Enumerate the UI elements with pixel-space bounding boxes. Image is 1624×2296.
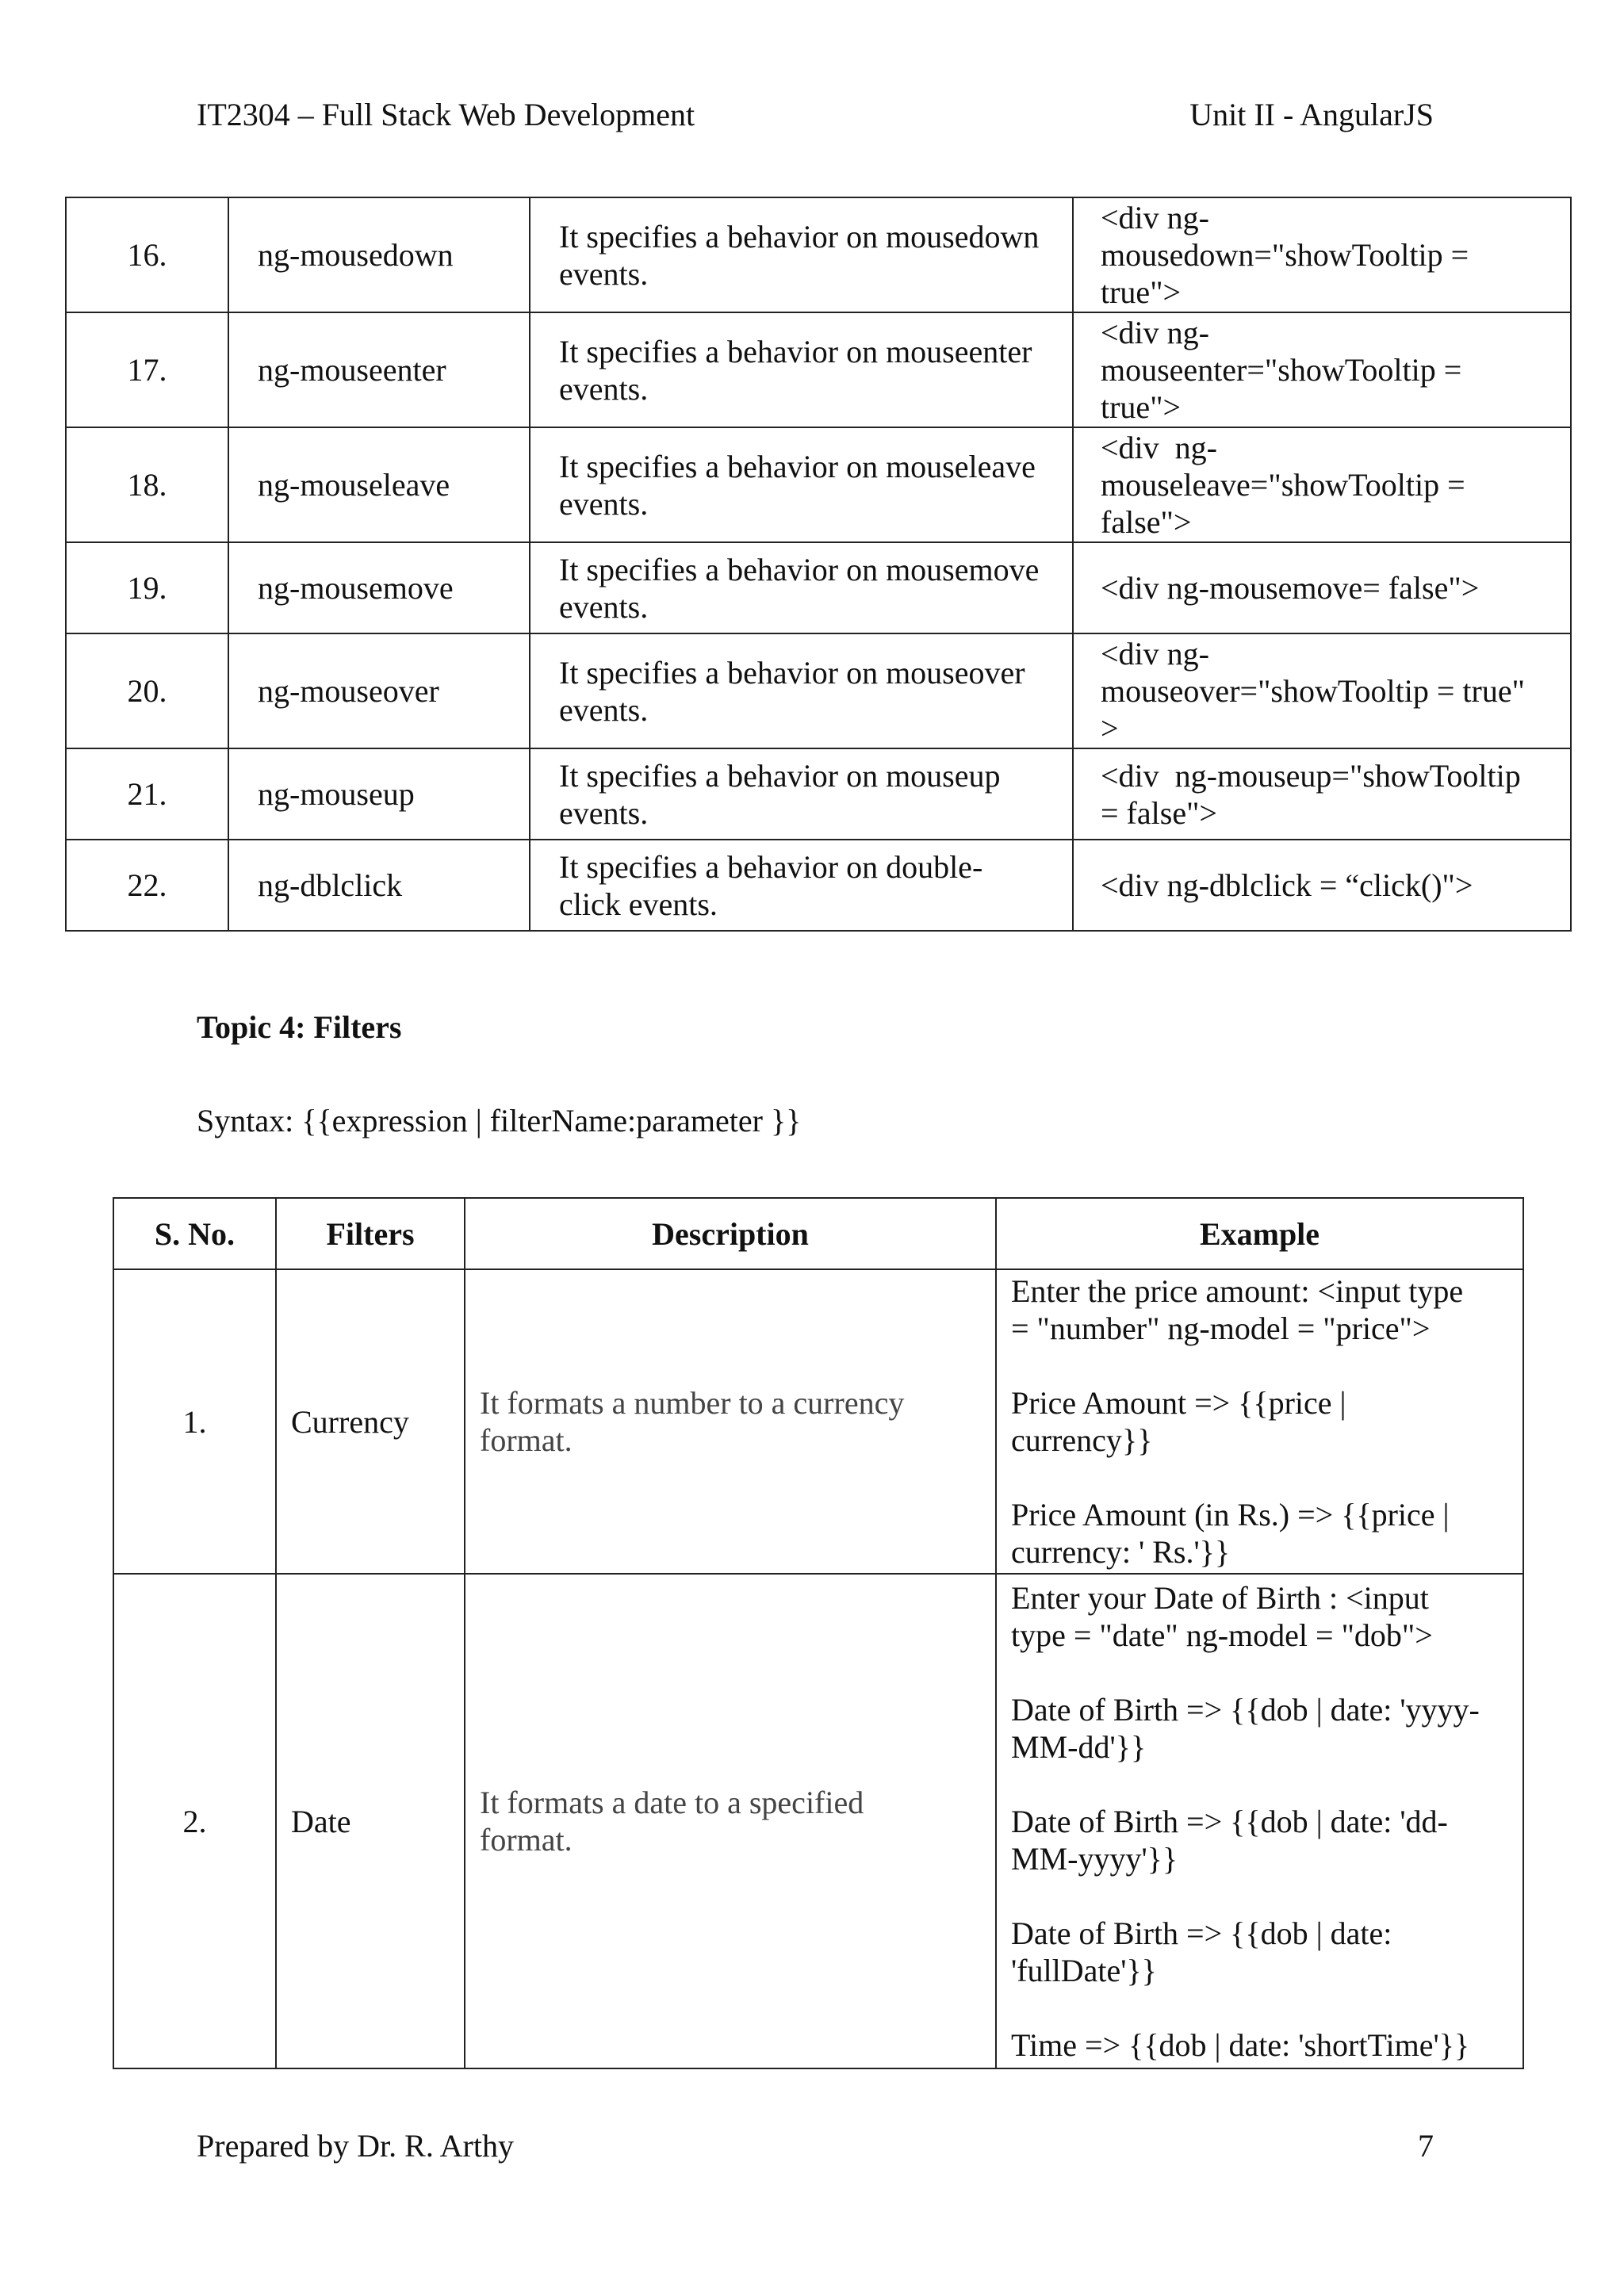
unit-title: Unit II - AngularJS (1189, 97, 1434, 132)
table-row (66, 312, 1571, 427)
text-line: 'fullDate'}} (1011, 1952, 1157, 1988)
text-line: Date of Birth => {{dob | date: 'yyyy- (1011, 1691, 1480, 1728)
directive-name: ng-mouseleave (228, 427, 530, 542)
text-line (1011, 1459, 1516, 1496)
header-example: Example (996, 1198, 1523, 1269)
filter-name: Date (276, 1574, 465, 2068)
text-line: <div ng- (1101, 315, 1209, 350)
text-line: MM-dd'}} (1011, 1728, 1147, 1765)
text-line: mouseenter="showTooltip = (1101, 352, 1462, 388)
row-number: 1. (113, 1269, 276, 1574)
table-row (66, 197, 1571, 312)
text-line: Price Amount (in Rs.) => {{price | (1011, 1497, 1450, 1533)
text-line: MM-yyyy'}} (1011, 1840, 1178, 1877)
directive-example (1073, 840, 1571, 931)
directive-example (1073, 312, 1571, 427)
filter-example (996, 1269, 1523, 1574)
text-line: events. (559, 588, 649, 625)
text-line (1011, 1989, 1516, 2026)
footer-author: Prepared by Dr. R. Arthy (197, 2128, 514, 2164)
row-number: 16. (66, 197, 228, 312)
text-line: events. (559, 691, 649, 728)
text-line: <div ng- (1101, 430, 1217, 465)
text-line: events. (559, 370, 649, 407)
text-line: <div ng-dblclick = “click()"> (1101, 867, 1473, 903)
directive-description (530, 633, 1073, 748)
text-line: Price Amount => {{price | (1011, 1385, 1346, 1421)
directive-example (1073, 542, 1571, 633)
directive-description (530, 312, 1073, 427)
directive-name: ng-mousemove (228, 542, 530, 633)
course-title: IT2304 – Full Stack Web Development (197, 97, 695, 132)
header-sno: S. No. (113, 1198, 276, 1269)
directive-description (530, 748, 1073, 840)
table-row (66, 633, 1571, 748)
row-number: 18. (66, 427, 228, 542)
text-line: mouseover="showTooltip = true" (1101, 673, 1525, 709)
text-line (1011, 1654, 1516, 1691)
text-line: Time => {{dob | date: 'shortTime'}} (1011, 2026, 1470, 2063)
filter-example (996, 1574, 1523, 2068)
text-line: It specifies a behavior on mousemove (559, 551, 1040, 587)
filters-table (113, 1197, 1524, 2069)
topic-heading: Topic 4: Filters (197, 1009, 402, 1045)
table-row (66, 542, 1571, 633)
text-line: mouseleave="showTooltip = (1101, 467, 1465, 503)
text-line: format. (480, 1422, 573, 1458)
directive-name: ng-mouseover (228, 633, 530, 748)
header-description: Description (465, 1198, 996, 1269)
text-line: events. (559, 485, 649, 522)
text-line: true"> (1101, 274, 1182, 310)
text-line: Date of Birth => {{dob | date: (1011, 1915, 1392, 1951)
text-line: It specifies a behavior on mouseover (559, 654, 1025, 691)
text-line: <div ng-mouseup="showTooltip (1101, 757, 1521, 794)
text-line: <div ng- (1101, 636, 1209, 672)
text-line: > (1101, 710, 1119, 746)
text-line: It specifies a behavior on mouseleave (559, 448, 1036, 484)
text-line: click events. (559, 886, 718, 922)
table-row (66, 427, 1571, 542)
row-number: 22. (66, 840, 228, 931)
directive-description (530, 197, 1073, 312)
row-number: 2. (113, 1574, 276, 2068)
directive-example (1073, 633, 1571, 748)
text-line: = "number" ng-model = "price"> (1011, 1311, 1431, 1346)
text-line: It specifies a behavior on mouseup (559, 757, 1001, 794)
text-line (1011, 1877, 1516, 1915)
text-line: Enter the price amount: <input type (1011, 1273, 1464, 1309)
text-line: Date of Birth => {{dob | date: 'dd- (1011, 1803, 1448, 1839)
text-line: Enter your Date of Birth : <input (1011, 1579, 1429, 1616)
text-line: It specifies a behavior on double- (559, 848, 983, 885)
directives-table (65, 197, 1572, 932)
filter-description (465, 1269, 996, 1574)
page-number: 7 (1418, 2128, 1434, 2164)
row-number: 20. (66, 633, 228, 748)
text-line: It formats a date to a specified (480, 1785, 864, 1820)
text-line: currency}} (1011, 1422, 1153, 1458)
text-line (1011, 1766, 1516, 1803)
text-line: events. (559, 794, 649, 831)
directive-example (1073, 427, 1571, 542)
text-line: mousedown="showTooltip = (1101, 237, 1469, 273)
syntax-line: Syntax: {{expression | filterName:parameter }} (197, 1103, 802, 1138)
text-line: = false"> (1101, 794, 1217, 831)
header-filters: Filters (276, 1198, 465, 1269)
directive-example (1073, 197, 1571, 312)
text-line: type = "date" ng-model = "dob"> (1011, 1617, 1433, 1653)
text-line: It specifies a behavior on mouseenter (559, 333, 1032, 369)
table-row (66, 748, 1571, 840)
text-line: false"> (1101, 504, 1192, 540)
text-line: It formats a number to a currency (480, 1385, 905, 1421)
directive-description (530, 542, 1073, 633)
text-line: <div ng- (1101, 200, 1209, 235)
directive-example (1073, 748, 1571, 840)
filter-name: Currency (276, 1269, 465, 1574)
text-line (1011, 1347, 1516, 1384)
text-line: format. (480, 1822, 573, 1858)
directive-description (530, 427, 1073, 542)
text-line: currency: ' Rs.'}} (1011, 1534, 1231, 1570)
directive-name: ng-mousedown (228, 197, 530, 312)
table-row (113, 1269, 1523, 1574)
table-row (66, 840, 1571, 931)
directive-description (530, 840, 1073, 931)
filter-description (465, 1574, 996, 2068)
row-number: 21. (66, 748, 228, 840)
text-line: events. (559, 255, 649, 292)
directive-name: ng-mouseenter (228, 312, 530, 427)
row-number: 17. (66, 312, 228, 427)
table-row (113, 1574, 1523, 2068)
row-number: 19. (66, 542, 228, 633)
text-line: It specifies a behavior on mousedown (559, 218, 1040, 254)
directive-name: ng-dblclick (228, 840, 530, 931)
directive-name: ng-mouseup (228, 748, 530, 840)
text-line: <div ng-mousemove= false"> (1101, 570, 1480, 606)
text-line: true"> (1101, 389, 1182, 425)
